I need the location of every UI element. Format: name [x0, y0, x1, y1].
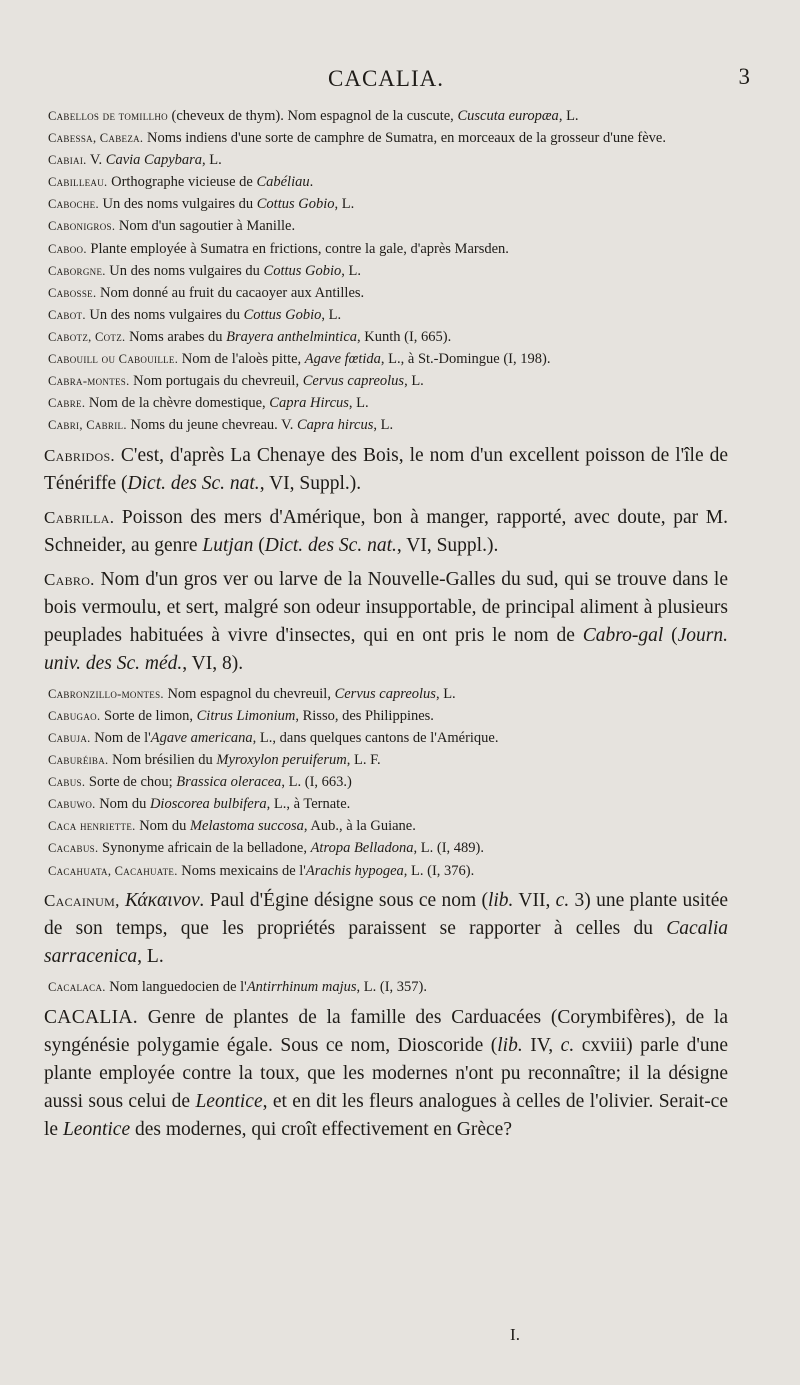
entry-italic-text: Brassica oleracea	[176, 774, 282, 791]
dictionary-entry	[48, 816, 728, 838]
entry-italic-text: Cuscuta europæa	[457, 108, 559, 124]
entry-text: , L.	[334, 196, 355, 213]
entry-text: Un des noms vulgaires du	[105, 262, 264, 279]
entry-italic-text: Κάκαινον.	[124, 890, 205, 912]
entry-text: , L.	[404, 373, 424, 390]
entry-term: Cabronzillo-montes.	[48, 686, 164, 701]
entry-term: Caboo.	[48, 241, 87, 256]
entry-text: , Risso, des Philippines.	[295, 707, 434, 724]
entry-italic-text: c.	[555, 890, 570, 912]
dictionary-entry	[48, 150, 728, 172]
entry-text: Noms du jeune chevreau. V.	[126, 417, 297, 434]
entry-term: Cabouill ou Cabouille.	[48, 352, 179, 367]
entry-text: Poisson des mers d'Amérique, bon à manger, rapporté, avec doute, par M. Schneider, au genre	[44, 506, 728, 556]
entry-text: Nom donné au fruit du cacaoyer aux Antilles.	[96, 284, 365, 301]
entry-text: , L.	[558, 108, 579, 124]
entry-italic-text: Antirrhinum majus	[246, 979, 357, 996]
entry-text: Nom brésilien du	[108, 752, 217, 769]
entry-term: Cabro.	[44, 569, 95, 589]
running-title: CACALIA.	[328, 66, 444, 91]
dictionary-entries	[44, 106, 728, 1144]
entry-text: Nom de l'aloès pitte,	[178, 351, 305, 368]
entry-italic-text: Cottus Gobio	[256, 196, 335, 213]
dictionary-entry	[44, 566, 728, 678]
entry-text: , L. F.	[346, 752, 381, 769]
dictionary-entry	[48, 172, 728, 194]
entry-term: Cabre.	[48, 396, 86, 411]
entry-text: , L.	[341, 262, 362, 279]
entry-text: , L.	[435, 685, 456, 702]
dictionary-entry	[48, 349, 728, 371]
entry-italic-text: Cabéliau	[256, 174, 310, 191]
entry-text: 3) une plante usitée de son temps, que les propriétés paraissent se rapporter à celles du	[44, 890, 729, 940]
dictionary-entry	[44, 887, 728, 971]
entry-text: Synonyme africain de la belladone,	[98, 840, 311, 857]
entry-italic-text: Agave fœtida	[304, 351, 381, 368]
entry-text: Un des noms vulgaires du	[98, 196, 257, 213]
entry-text: Plante employée à Sumatra en frictions, contre la gale, d'après Marsden.	[86, 240, 509, 257]
signature-mark: I.	[510, 1325, 520, 1344]
entry-italic-text: Dioscorea bulbifera	[149, 796, 267, 813]
entry-term: Caca henriette.	[48, 819, 136, 834]
entry-text: Un des noms vulgaires du	[85, 306, 244, 323]
entry-text: , Kunth (I, 665).	[357, 328, 452, 345]
entry-term: Cabot.	[48, 307, 86, 322]
entry-text: cxviii) parle d'une plante employée contre la toux, que les modernes n'ont pu reconnaître; il la désigne aussi sous celui de	[44, 1034, 729, 1112]
entry-text: , L.	[202, 152, 222, 169]
entry-text: C'est, d'après La Chenaye des Bois, le nom d'un excellent poisson de l'île de Ténériffe (	[44, 444, 728, 494]
entry-text: Sorte de limon,	[100, 707, 197, 724]
dictionary-entry	[44, 442, 728, 498]
entry-text: , L.	[348, 395, 369, 412]
entry-term: Cacalaca.	[48, 980, 106, 995]
entry-italic-text: Dict. des Sc. nat.	[264, 534, 397, 556]
entry-text: , L.	[373, 417, 394, 434]
entry-text: , L., dans quelques cantons de l'Amérique.	[252, 730, 499, 746]
entry-term: Cabosse.	[48, 285, 97, 300]
entry-italic-text: lib.	[487, 890, 514, 912]
entry-term: Cabrilla.	[44, 507, 115, 527]
entry-italic-text: Cottus Gobio	[243, 306, 322, 323]
dictionary-entry	[48, 305, 728, 327]
entry-italic-text: Citrus Limonium	[196, 707, 296, 724]
entry-text: IV,	[522, 1034, 561, 1056]
entry-term: Caboche.	[48, 197, 99, 212]
entry-text: .	[309, 174, 314, 191]
page-number: 3	[738, 64, 750, 89]
entry-italic-text: Myroxylon peruiferum	[216, 752, 347, 769]
entry-italic-text: Cervus capreolus	[302, 373, 405, 390]
entry-italic-text: Lutjan	[202, 534, 254, 556]
entry-term: Cabessa, Cabeza.	[48, 131, 144, 146]
entry-text: , L. (I, 663.)	[281, 774, 352, 791]
entry-text: V.	[86, 152, 106, 169]
entry-italic-text: Journ. univ. des Sc. méd.	[44, 624, 728, 674]
entry-text: Nom d'un sagoutier à Manille.	[115, 218, 296, 235]
dictionary-entry	[48, 772, 728, 794]
entry-text: Nom du	[95, 796, 150, 813]
entry-term: Cabridos.	[44, 445, 115, 465]
entry-text: Nom de la chèvre domestique,	[85, 395, 270, 412]
entry-text: Orthographe vicieuse de	[107, 174, 257, 191]
entry-italic-text: Dict. des Sc. nat.	[127, 472, 260, 494]
entry-text: Sorte de chou;	[85, 774, 177, 791]
entry-text: Paul d'Égine désigne sous ce nom (	[204, 890, 488, 912]
entry-italic-text: Cacalia sarracenica	[44, 918, 728, 968]
entry-text: Nom portugais du chevreuil,	[129, 373, 303, 390]
entry-text: Nom de l'	[90, 730, 151, 746]
entry-text: , VI, 8).	[182, 652, 244, 674]
dictionary-entry	[48, 415, 728, 437]
entry-term: Cacabus.	[48, 841, 99, 856]
dictionary-entry	[48, 794, 728, 816]
entry-text: VII,	[513, 890, 556, 912]
entry-italic-text: Capra Hircus	[269, 395, 349, 412]
entry-text: , L., à St.-Domingue (I, 198).	[380, 351, 551, 368]
dictionary-entry	[48, 327, 728, 349]
entry-text: Nom du	[135, 818, 190, 835]
entry-term: Cabotz, Cotz.	[48, 329, 126, 344]
entry-italic-text: Capra hircus	[296, 417, 374, 434]
entry-text: , VI, Suppl.).	[259, 472, 362, 494]
dictionary-entry	[44, 504, 728, 560]
entry-term: Cabugao.	[48, 708, 101, 723]
entry-italic-text: Brayera anthelmintica	[226, 328, 358, 345]
page-header	[44, 62, 750, 98]
entry-text: (cheveux de thym). Nom espagnol de la cuscute,	[167, 108, 458, 124]
dictionary-entry	[48, 239, 728, 261]
entry-text: Noms arabes du	[125, 328, 227, 345]
dictionary-entry	[48, 838, 728, 860]
entry-italic-text: Melastoma succosa	[189, 818, 304, 835]
entry-italic-text: Cottus Gobio	[263, 262, 342, 279]
entry-text: Genre de plantes de la famille des Carduacées (Corymbifères), de la syngénésie polygamie égale. Sous ce nom, Dioscoride (	[44, 1006, 728, 1056]
dictionary-entry	[48, 977, 728, 999]
entry-text: , L. (I, 489).	[413, 840, 485, 857]
entry-text: , VI, Suppl.).	[396, 534, 499, 556]
dictionary-entry	[48, 684, 728, 706]
dictionary-entry	[48, 861, 728, 883]
dictionary-entry	[48, 216, 728, 238]
entry-term: CACALIA.	[44, 1006, 138, 1028]
entry-text: Noms indiens d'une sorte de camphre de Sumatra, en morceaux de la grosseur d'une fève.	[143, 130, 666, 147]
entry-text: , L.	[137, 946, 164, 968]
dictionary-entry	[48, 106, 728, 128]
entry-italic-text: Cabro-gal	[582, 624, 664, 646]
dictionary-entry	[44, 1004, 728, 1144]
entry-text: Noms mexicains de l'	[177, 862, 306, 879]
entry-italic-text: Cervus capreolus	[334, 685, 436, 702]
entry-text: Nom espagnol du chevreuil,	[163, 685, 335, 702]
entry-text: , L. (I, 376).	[403, 862, 475, 879]
dictionary-entry	[48, 750, 728, 772]
entry-term: Cabra-montes.	[48, 374, 130, 389]
entry-term: Cabellos de tomillho	[48, 109, 168, 123]
entry-term: Cacainum,	[44, 891, 120, 911]
entry-term: Cabuja.	[48, 731, 91, 745]
dictionary-entry	[48, 283, 728, 305]
entry-term: Caburéiba.	[48, 753, 109, 768]
entry-text: , L. (I, 357).	[356, 979, 427, 996]
entry-text: , et en dit les fleurs analogues à celles de l'olivier. Serait-ce le	[44, 1090, 728, 1140]
dictionary-entry	[48, 393, 728, 415]
entry-italic-text: Leontice	[62, 1118, 131, 1140]
entry-italic-text: Arachis hypogea	[305, 862, 404, 879]
entry-term: Cabiai.	[48, 153, 87, 168]
entry-text: , Aub., à la Guiane.	[303, 818, 416, 835]
entry-text: Nom d'un gros ver ou larve de la Nouvelle-Galles du sud, qui se trouve dans le bois vermoulu, et sert, malgré son odeur insupportable, de principal aliment à plusieurs peuplades habituées à vivre d'insectes, qui en ont pris le nom de	[44, 568, 728, 646]
dictionary-entry	[48, 194, 728, 216]
entry-term: Cabilleau.	[48, 175, 108, 190]
entry-italic-text: Cavia Capybara	[105, 152, 203, 169]
dictionary-entry	[48, 261, 728, 283]
dictionary-entry	[48, 371, 728, 393]
entry-italic-text: Atropa Belladona	[310, 840, 414, 857]
dictionary-entry	[48, 728, 728, 750]
dictionary-entry	[48, 128, 728, 150]
entry-term: Cabus.	[48, 775, 86, 790]
entry-italic-text: c.	[560, 1034, 575, 1056]
entry-term: Cabri, Cabril.	[48, 418, 127, 433]
entry-text: (	[663, 624, 678, 646]
entry-italic-text: Agave americana	[150, 730, 253, 746]
entry-term: Cabonigros.	[48, 219, 116, 234]
entry-text: des modernes, qui croît effectivement en Grèce?	[130, 1118, 512, 1140]
entry-text: , L.	[321, 306, 342, 323]
entry-italic-text: lib.	[497, 1034, 523, 1056]
entry-text: Nom languedocien de l'	[105, 979, 247, 996]
entry-term: Caborgne.	[48, 263, 106, 278]
entry-text: (	[253, 534, 265, 556]
entry-italic-text: Leontice	[195, 1090, 263, 1112]
dictionary-entry	[48, 706, 728, 728]
entry-term: Cabuwo.	[48, 797, 96, 812]
entry-term: Cacahuata, Cacahuate.	[48, 863, 178, 878]
entry-text: , L., à Ternate.	[266, 796, 351, 813]
